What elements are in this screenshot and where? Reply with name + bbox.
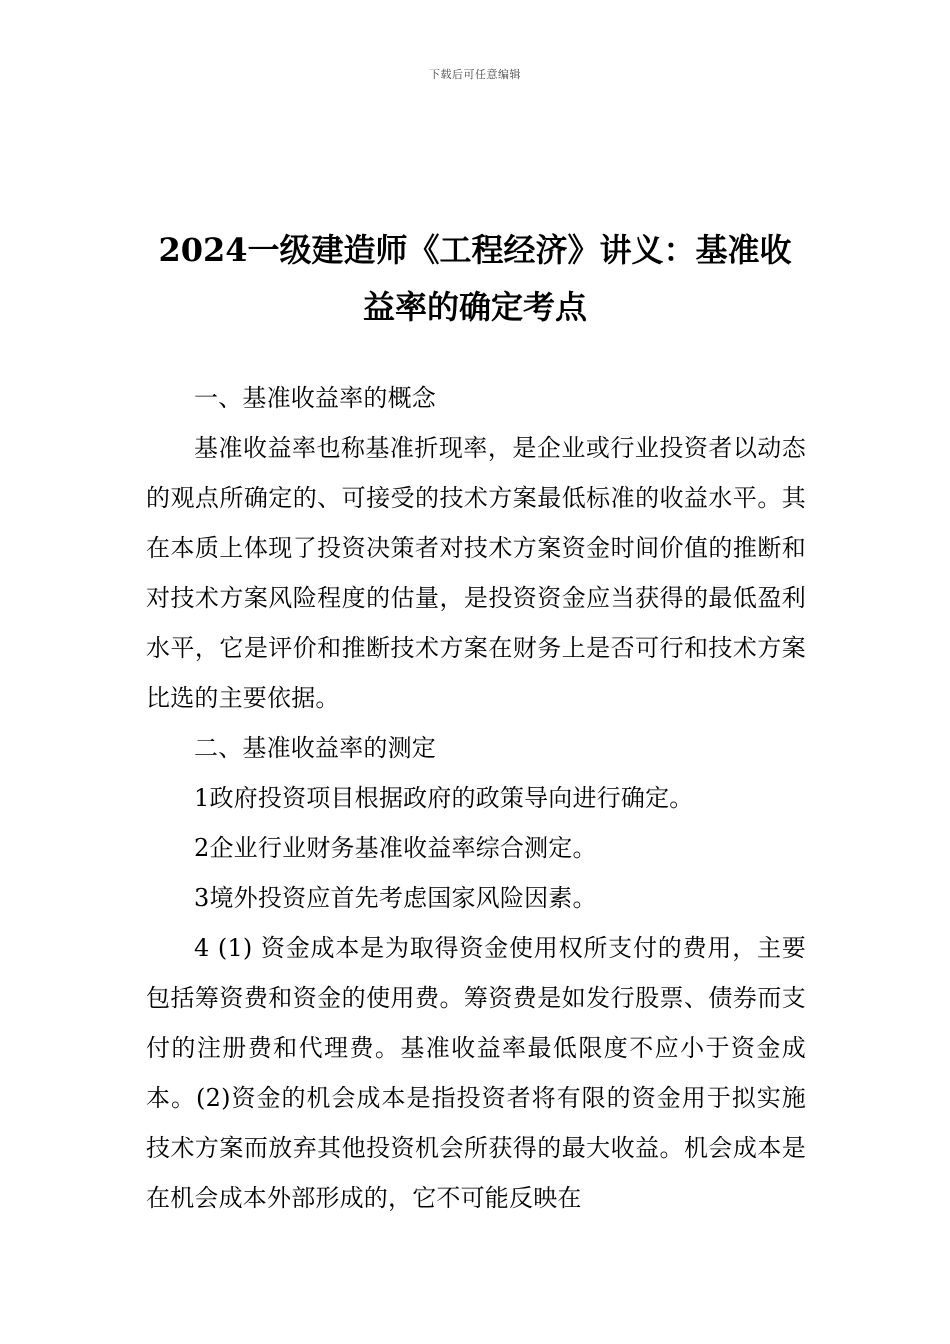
list-item-3: 3境外投资应首先考虑国家风险因素。 xyxy=(194,884,597,912)
document-title: 2024一级建造师《工程经济》讲义：基准收益率的确定考点 xyxy=(158,231,792,326)
section-heading-determination: 二、基准收益率的测定 xyxy=(194,734,436,762)
paragraph-definition: 基准收益率也称基准折现率，是企业或行业投资者以动态的观点所确定的、可接受的技术方案最低标准的收益水平。其在本质上体现了投资决策者对技术方案资金时间价值的推断和对技术方案风险程度的估量，是投资资金应当获得的最低盈利水平，它是评价和推断技术方案在财务上是否可行和技术方案比选的主要依据。 xyxy=(146,434,806,712)
section-heading-concept: 一、基准收益率的概念 xyxy=(194,384,436,412)
list-item-1: 1政府投资项目根据政府的政策导向进行确定。 xyxy=(194,784,694,812)
page-header-note: 下载后可任意编辑 xyxy=(429,68,521,81)
list-item-4: 4 (1) 资金成本是为取得资金使用权所支付的费用，主要包括筹资费和资金的使用费。筹资费是如发行股票、债券而支付的注册费和代理费。基准收益率最低限度不应小于资金成本。(2)资金的机会成本是指投资者将有限的资金用于拟实施技术方案而放弃其他投资机会所获得的最大收益。机会成本是在机会成本外部形成的，它不可能反映在 xyxy=(146,934,806,1212)
document-body xyxy=(146,373,806,1223)
list-item-2: 2企业行业财务基准收益率综合测定。 xyxy=(194,834,597,862)
